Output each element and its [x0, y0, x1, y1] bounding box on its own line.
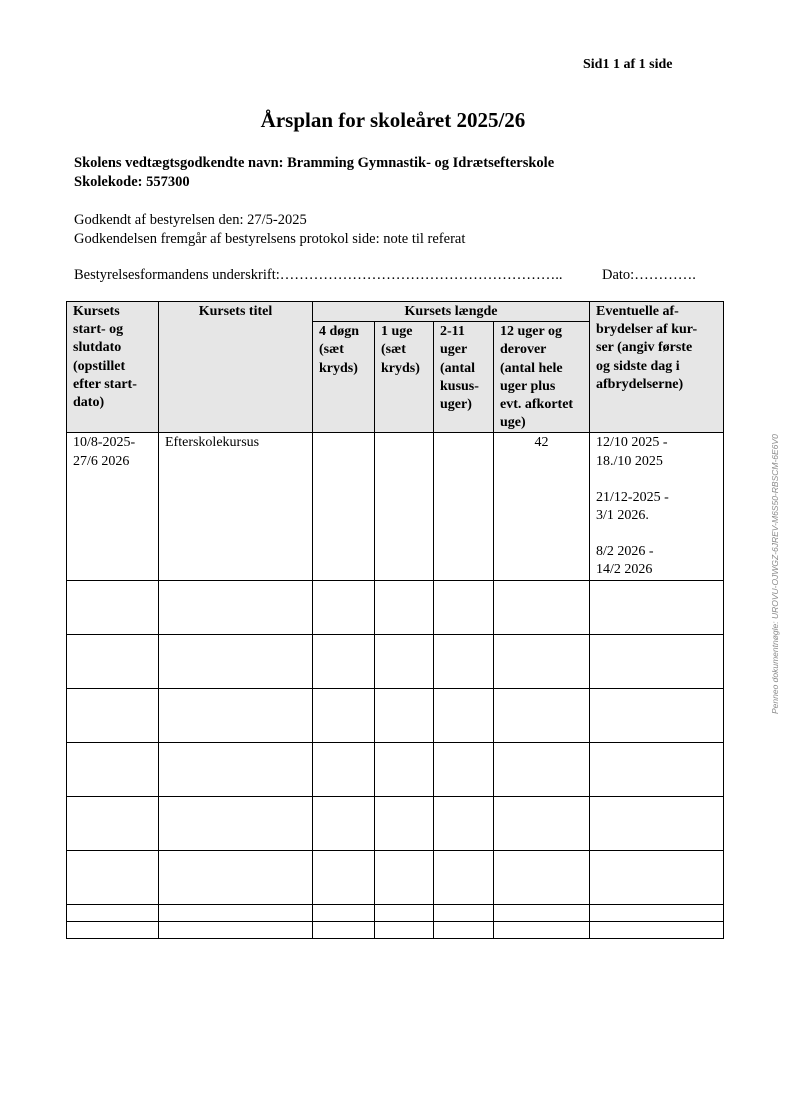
- length-1-week-cell: [375, 433, 434, 580]
- table-row: [67, 433, 724, 580]
- break-period-1-start: 12/10 2025 -: [596, 435, 668, 451]
- chairman-signature-field: Bestyrelsesformandens underskrift:…………………………………………………..: [74, 267, 563, 283]
- table-row: [67, 742, 724, 796]
- table-row: [67, 796, 724, 850]
- table-row: [67, 850, 724, 904]
- table-row: [67, 904, 724, 921]
- header-length-1-week: 1 uge (sæt kryds): [375, 322, 434, 433]
- break-period-2-end: 3/1 2026.: [596, 508, 649, 524]
- break-period-3-end: 14/2 2026: [596, 562, 653, 578]
- break-period-3-start: 8/2 2026 -: [596, 544, 654, 560]
- header-length-2-11-weeks: 2-11 uger (antal kusus- uger): [434, 322, 494, 433]
- table-row: [67, 634, 724, 688]
- header-length-12-plus-weeks: 12 uger og derover (antal hele uger plus evt. afkortet uge): [494, 322, 590, 433]
- length-12-plus-weeks-cell: 42: [494, 433, 590, 580]
- header-course-length: Kursets længde: [313, 302, 590, 322]
- header-course-dates: Kursets start- og slutdato (opstillet efter start- dato): [67, 302, 159, 433]
- header-breaks: Eventuelle af- brydelser af kur- ser (angiv første og sidste dag i afbrydelserne): [590, 302, 724, 433]
- approval-protocol-line: Godkendelsen fremgår af bestyrelsens protokol side: note til referat: [74, 231, 466, 247]
- length-4-days-cell: [313, 433, 375, 580]
- length-2-11-weeks-cell: [434, 433, 494, 580]
- course-plan-table: [66, 301, 724, 939]
- breaks-cell: [590, 433, 724, 580]
- course-dates-cell: 10/8-2025- 27/6 2026: [67, 433, 159, 580]
- table-row: [67, 688, 724, 742]
- page-number: Sid1 1 af 1 side: [583, 57, 673, 72]
- school-info: [74, 154, 554, 192]
- penneo-document-key: Penneo dokumentnøgle: UROVU-OJWGZ-6JREV-M6S50-RBSCM-6E6V0: [770, 434, 780, 714]
- header-course-title: Kursets titel: [159, 302, 313, 433]
- approval-info: [74, 211, 465, 249]
- approval-date-line: Godkendt af bestyrelsen den: 27/5-2025: [74, 212, 307, 228]
- signature-date-field: Dato:………….: [602, 267, 696, 283]
- document-title: Årsplan for skoleåret 2025/26: [260, 108, 526, 132]
- header-length-4-days: 4 døgn (sæt kryds): [313, 322, 375, 433]
- break-period-1-end: 18./10 2025: [596, 453, 663, 469]
- table-row: [67, 580, 724, 634]
- signature-line: [74, 266, 696, 285]
- break-period-2-start: 21/12-2025 -: [596, 489, 669, 505]
- course-title-cell: Efterskolekursus: [159, 433, 313, 580]
- school-code-line: Skolekode: 557300: [74, 174, 190, 190]
- school-name-line: Skolens vedtægtsgodkendte navn: Bramming Gymnastik- og Idrætsefterskole: [74, 155, 555, 171]
- table-row: [67, 921, 724, 938]
